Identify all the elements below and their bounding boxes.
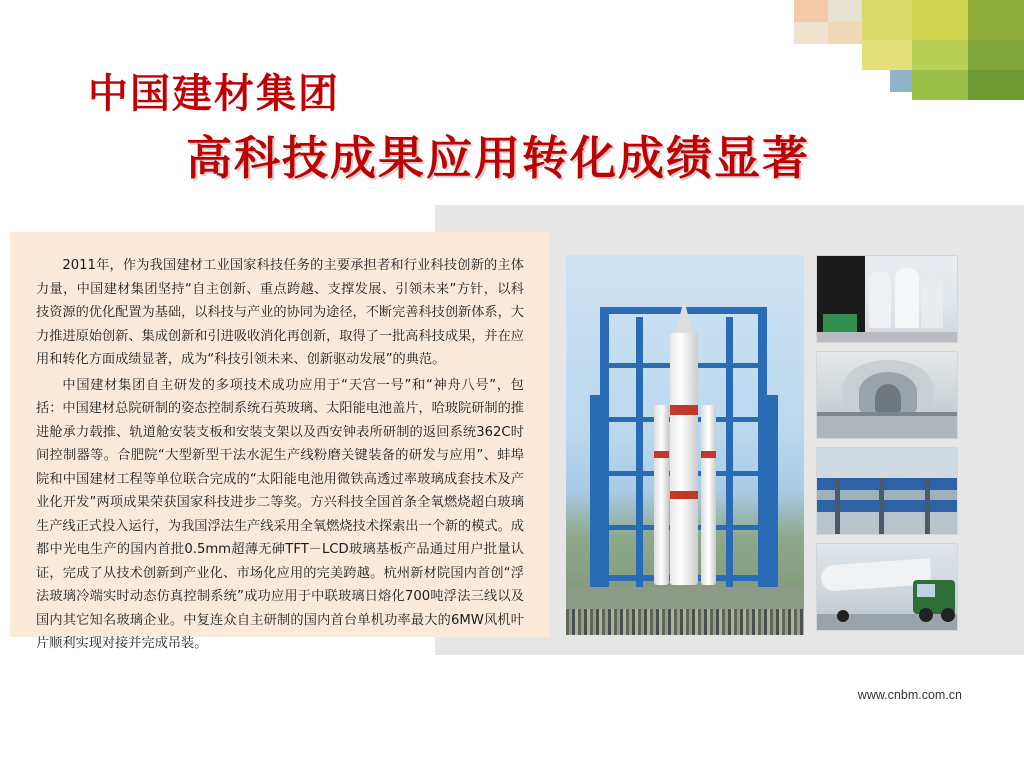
mosaic-cell-11 (912, 70, 968, 100)
crowd (566, 609, 804, 635)
launch-pad (566, 587, 804, 609)
decorative-mosaic (794, 0, 1024, 100)
mosaic-cell-10 (890, 70, 912, 92)
body-paragraph-2: 中国建材集团自主研发的多项技术成功应用于“天宫一号”和“神舟八号”，包括：中国建材总院研制的姿态控制系统石英玻璃、太阳能电池盖片，哈玻院研制的推进舱承力载推、轨道舱安装支板和安装支架以及西安钟表所研制的返回系统362C时间控制器等。合肥院“大型新型干法水泥生产线粉磨关键装备的研发与应用”、蚌埠院和中国建材工程等单位联合完成的“太阳能电池用微铁高透过率玻璃成套技术及产业化开发”两项成果荣获国家科技进步二等奖。方兴科技全国首条全氧燃烧超白玻璃生产线正式投入运行，为我国浮法生产线采用全氧燃烧技术探索出一个新的模式。成都中光电生产的国内首批0.5mm超薄无砷TFT－LCD玻璃基板产品通过用户批量认证，完成了从技术创新到产业化、市场化应用的完美跨越。杭州新材院国内首创“浮法玻璃冷端实时动态仿真控制系统”成功应用于中联玻璃日熔化700吨浮法三线以及国内其它知名玻璃企业。中复连众自主研制的国内首台单机功率最大的6MW风机叶片顺利实现对接并完成吊装。 (36, 377, 524, 651)
footer-url: www.cnbm.com.cn (857, 688, 962, 702)
mosaic-cell-0 (794, 0, 828, 22)
mosaic-cell-9 (968, 40, 1024, 70)
mosaic-cell-3 (912, 0, 968, 40)
mosaic-cell-8 (912, 40, 968, 70)
kiln-equipment-photo (816, 351, 958, 439)
mosaic-cell-4 (968, 0, 1024, 40)
mosaic-cell-1 (828, 0, 862, 22)
rocket-body (670, 333, 698, 585)
mosaic-cell-12 (968, 70, 1024, 100)
body-paragraph-1: 2011年，作为我国建材工业国家科技任务的主要承担者和行业科技创新的主体力量，中国建材集团坚持“自主创新、重点跨越、支撑发展、引领未来”方针，以科技资源的优化配置为基础，以科技与产业的协同为途径，不断完善科技创新体系，大力推进原始创新、集成创新和引进吸收消化再创新，取得了一批高科技成果，并在应用和转化方面成绩显著，成为“科技引领未来、创新驱动发展”的典范。 (36, 258, 524, 367)
production-line-photo (816, 447, 958, 535)
mosaic-cell-7 (862, 40, 912, 70)
mosaic-cell-2 (862, 0, 912, 40)
cleanroom-workers-photo (816, 255, 958, 343)
mosaic-cell-5 (794, 22, 828, 44)
rocket-launch-photo (566, 255, 804, 635)
wind-turbine-blade-photo (816, 543, 958, 631)
page-title: 中国建材集团 (88, 71, 340, 117)
page-subtitle: 高科技成果应用转化成绩显著 (186, 131, 810, 185)
mosaic-cell-6 (828, 22, 862, 44)
body-text-panel (10, 232, 550, 651)
